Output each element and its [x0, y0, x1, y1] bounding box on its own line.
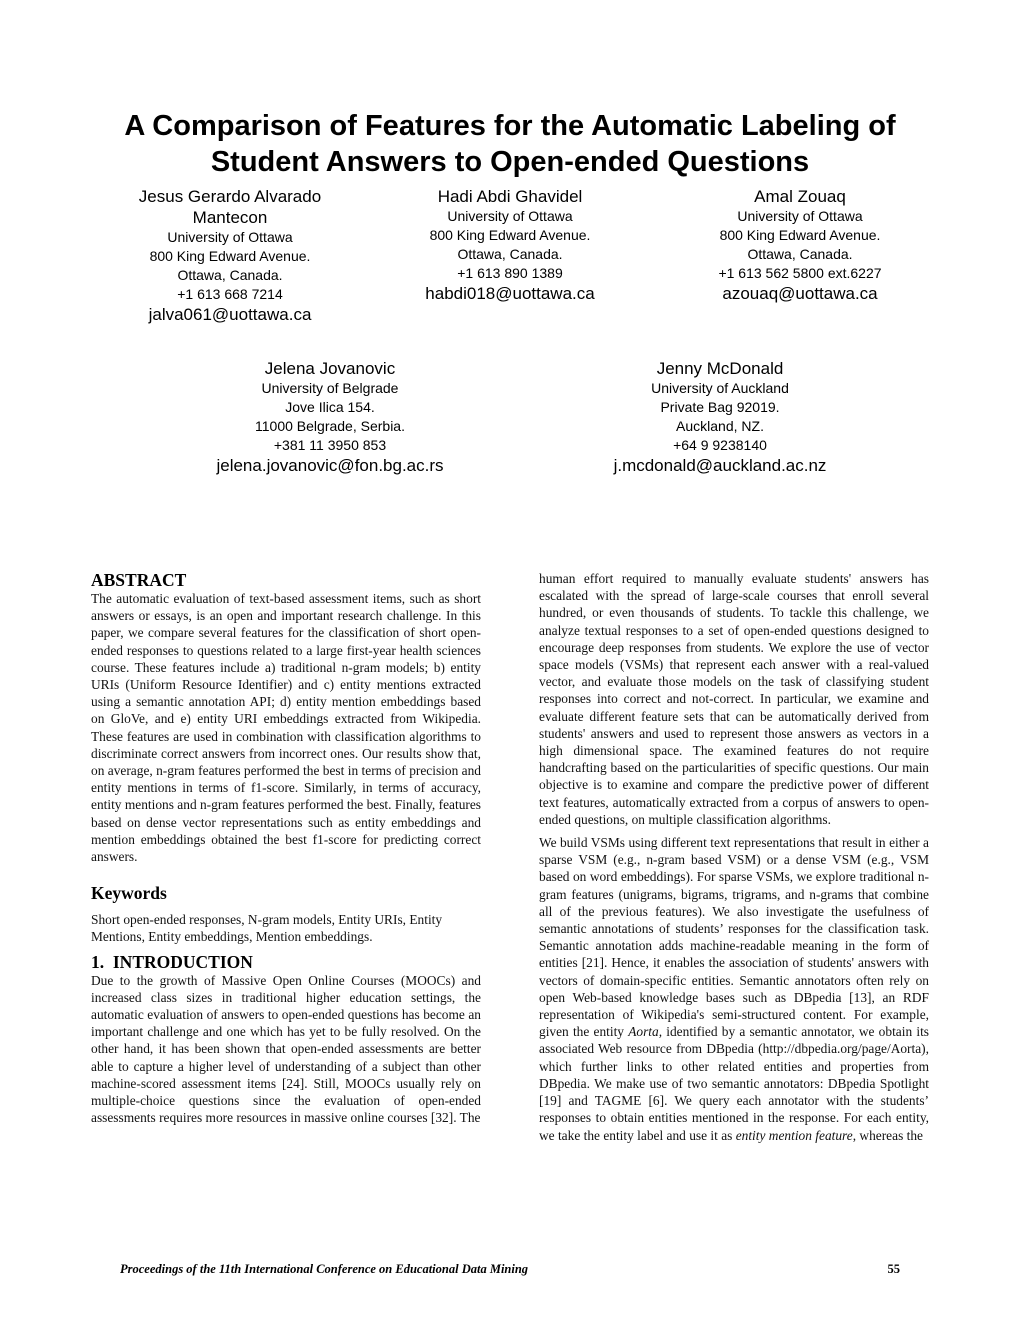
italic-term: entity mention feature [735, 1127, 853, 1143]
author-city: Auckland, NZ. [676, 418, 764, 434]
author-email[interactable]: jalva061@uottawa.ca [148, 305, 312, 324]
author-address: 800 King Edward Avenue. [429, 227, 591, 243]
author-affiliation: University of Belgrade [261, 380, 399, 396]
keywords-heading: Keywords [91, 883, 167, 904]
author-block [540, 358, 900, 477]
author-address: Jove Ilica 154. [285, 399, 375, 415]
author-email[interactable]: j.mcdonald@auckland.ac.nz [613, 456, 827, 475]
keywords-text: Short open-ended responses, N-gram models, Entity URIs, Entity Mentions, Entity embeddings, Mention embeddings. [91, 912, 443, 945]
page-footer [120, 1262, 900, 1277]
left-column [91, 570, 481, 1126]
author-block [660, 186, 940, 305]
paragraph-text: We build VSMs using different text representations that result in either a sparse VSM (e.g., n-gram based VSM) or a dense VSM (e.g., VSM based on word embeddings). For sparse VSMs, we explore traditional n-gram features (unigrams, bigrams, trigrams, and n-grams that combine all of the previous features). We also investigate the usefulness of semantic annotations of students’ responses for the classification task. Semantic annotation adds machine-readable meaning in the form of entities [21]. Hence, it enables the association of students' answers with vectors of domain-specific entities. Semantic annotators often rely on open Web-based knowledge bases such as DBpedia [13], an RDF representation of Wikipedia's semi-structured content. For example, given the entity [539, 835, 929, 1040]
author-address: 800 King Edward Avenue. [149, 248, 311, 264]
proceedings-label: Proceedings of the 11th International Conference on Educational Data Mining [120, 1262, 529, 1276]
author-email[interactable]: azouaq@uottawa.ca [722, 284, 878, 303]
title-line-2: Student Answers to Open-ended Questions [210, 146, 810, 178]
author-phone: +1 613 562 5800 ext.6227 [718, 265, 882, 281]
author-block [160, 358, 500, 477]
author-name: Hadi Abdi Ghavidel [437, 187, 583, 206]
author-name: Jesus Gerardo Alvarado [138, 187, 322, 206]
author-block [110, 186, 350, 326]
author-name-cont: Mantecon [192, 208, 268, 227]
paragraph-text: identified by a semantic annotator, we obtain its associated Web resource from DBpedia (http://dbpedia.org/page/Aorta), which further links to other related entities and properties from DBpedia. We make use of two semantic annotators: DBpedia Spotlight [19] and TAGME [6]. We query each annotator with the students’ responses to obtain entities mentioned in the response. For each entity, we take the entity label and use it as [539, 1024, 929, 1143]
page-number: 55 [887, 1262, 900, 1276]
introduction-paragraph-1: Due to the growth of Massive Open Online Courses (MOOCs) and increased class sizes in traditional higher education settings, the automatic evaluation of answers to open-ended questions has become an important challenge and one which has yet to be fully resolved. On the other hand, it has been shown that open-ended assessments are better able to capture a higher level of understanding of a subject than other machine-scored assessment items [24]. Still, MOOCs usually rely on multiple-choice questions since the evaluation of open-ended assessments requires more resources in massive online courses [32]. The [91, 972, 481, 1126]
author-name: Jelena Jovanovic [264, 359, 396, 378]
author-affiliation: University of Ottawa [737, 208, 863, 224]
author-phone: +1 613 890 1389 [457, 265, 563, 281]
title-line-1: A Comparison of Features for the Automatic Labeling of [124, 110, 896, 142]
author-name: Amal Zouaq [754, 187, 846, 206]
paper-title [60, 108, 960, 180]
author-email[interactable]: habdi018@uottawa.ca [425, 284, 595, 303]
author-city: Ottawa, Canada. [457, 246, 563, 262]
author-phone: +381 11 3950 853 [273, 437, 387, 453]
author-city: Ottawa, Canada. [747, 246, 853, 262]
author-city: 11000 Belgrade, Serbia. [255, 418, 405, 434]
author-block [380, 186, 640, 305]
author-address: 800 King Edward Avenue. [719, 227, 881, 243]
author-affiliation: University of Ottawa [167, 229, 293, 245]
author-affiliation: University of Ottawa [447, 208, 573, 224]
paragraph-text: , whereas the [852, 1127, 923, 1143]
introduction-paragraph-2 [539, 834, 929, 1144]
italic-term: Aorta, [628, 1024, 663, 1040]
author-city: Ottawa, Canada. [177, 267, 283, 283]
author-email[interactable]: jelena.jovanovic@fon.bg.ac.rs [216, 456, 444, 475]
introduction-heading: 1. INTRODUCTION [91, 951, 253, 972]
author-address: Private Bag 92019. [660, 399, 780, 415]
abstract-heading: ABSTRACT [91, 570, 187, 590]
introduction-paragraph-1-cont: human effort required to manually evaluate students' answers has escalated with the spread of large-scale courses that enroll several hundred, or even thousands of students. To tackle this challenge, we analyze textual responses to a set of open-ended questions designed to encourage deep responses from students. We explore the use of vector space models (VSMs) that represent each answer with a real-valued vector, and evaluate those models on the task of classifying student responses into correct and not-correct. In particular, we examine and evaluate different feature sets that can be automatically derived from students' answers and used to represent those answers as vectors in a high dimensional space. The examined features do not require handcrafting based on the particularities of specific questions. Our main objective is to examine and compare the predictive power of different text features, automatically extracted from a corpus of answers to open-ended questions, on multiple classification algorithms. [539, 571, 929, 827]
author-phone: +64 9 9238140 [673, 437, 767, 453]
author-affiliation: University of Auckland [651, 380, 789, 396]
author-name: Jenny McDonald [656, 359, 784, 378]
author-phone: +1 613 668 7214 [177, 286, 283, 302]
right-column [539, 570, 929, 1144]
abstract-text: The automatic evaluation of text-based assessment items, such as short answers or essays, is an open and important research challenge. In this paper, we compare several features for the classification of short open-ended responses to questions related to a large first-year health sciences course. These features include a) traditional n-gram models; b) entity URIs (Uniform Resource Identifier) and c) entity mentions extracted using a semantic annotation API; d) entity mention embeddings based on GloVe, and e) entity URI embeddings extracted from Wikipedia. These features are used in combination with classification algorithms to discriminate correct answers from incorrect ones. Our results show that, on average, n-gram features performed the best in terms of precision and entity mentions in terms of f1-score. Similarly, in terms of accuracy, entity mentions and n-gram features performed the best. Finally, features based on dense vector representations such as entity embeddings and mention embeddings obtained the best f1-score for predicting correct answers. [91, 591, 481, 865]
